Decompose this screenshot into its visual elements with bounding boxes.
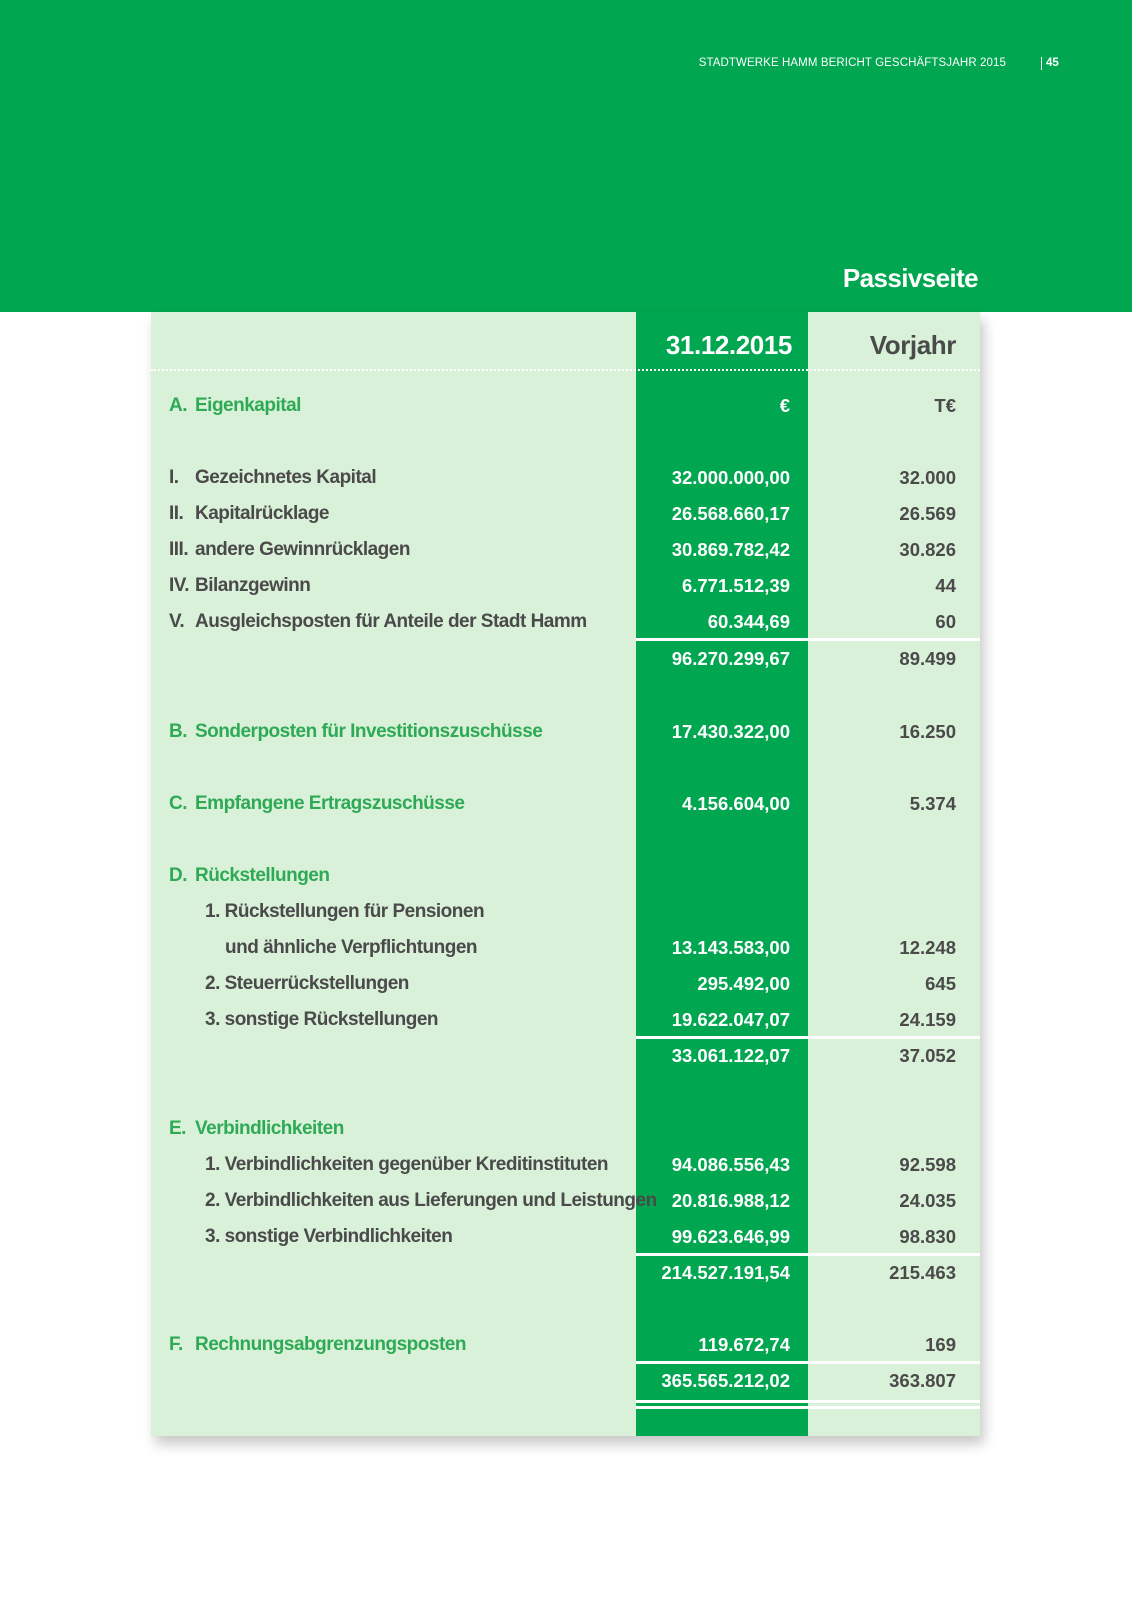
table-row xyxy=(0,901,1132,937)
item-label: V. Ausgleichsposten für Anteile der Stadt Hamm xyxy=(169,611,587,632)
value-current: 99.623.646,99 xyxy=(671,1226,790,1247)
table-row xyxy=(0,1009,1132,1045)
value-previous: 92.598 xyxy=(899,1154,956,1175)
item-label: IV. Bilanzgewinn xyxy=(169,575,311,596)
item-label: III. andere Gewinnrücklagen xyxy=(169,539,410,560)
item-label: 1. Verbindlichkeiten gegenüber Kreditinstituten xyxy=(205,1154,609,1175)
value-previous: 26.569 xyxy=(899,503,956,524)
value-previous: 5.374 xyxy=(909,793,956,814)
category-marker: A. xyxy=(169,395,187,416)
item-label-continued: und ähnliche Verpflichtungen xyxy=(225,937,478,958)
value-current: 94.086.556,43 xyxy=(671,1154,790,1175)
subtotal-current: 214.527.191,54 xyxy=(661,1262,790,1283)
table-row xyxy=(0,865,1132,901)
value-previous: 98.830 xyxy=(899,1226,956,1247)
value-current: 20.816.988,12 xyxy=(671,1190,790,1211)
header-divider xyxy=(151,369,980,371)
subtotal-row xyxy=(0,1262,1132,1298)
running-title: STADTWERKE HAMM BERICHT GESCHÄFTSJAHR 2015 xyxy=(698,57,1006,69)
unit-current: € xyxy=(779,395,790,416)
item-label: 1. Rückstellungen für Pensionen xyxy=(205,901,485,922)
subtotal-current: 33.061.122,07 xyxy=(671,1045,790,1066)
value-current: 60.344,69 xyxy=(707,611,790,632)
table-row xyxy=(0,611,1132,647)
category-label: E. Verbindlichkeiten xyxy=(169,1118,344,1139)
value-current: 17.430.322,00 xyxy=(671,721,790,742)
table-row xyxy=(0,1334,1132,1370)
value-current: 4.156.604,00 xyxy=(681,793,790,814)
double-rule-top xyxy=(636,1400,808,1403)
item-label: II. Kapitalrücklage xyxy=(169,503,329,524)
table-row xyxy=(0,1154,1132,1190)
item-label: 3. sonstige Verbindlichkeiten xyxy=(205,1226,453,1247)
value-current: 32.000.000,00 xyxy=(671,467,790,488)
value-previous: 169 xyxy=(925,1334,956,1355)
subtotal-rule xyxy=(808,1253,980,1256)
item-label: 2. Verbindlichkeiten aus Lieferungen und Leistungen xyxy=(205,1190,657,1211)
subtotal-previous: 89.499 xyxy=(899,648,956,669)
subtotal-rule xyxy=(636,1253,808,1256)
double-rule-bottom xyxy=(808,1406,980,1409)
table-row xyxy=(0,467,1132,503)
subtotal-row xyxy=(0,648,1132,684)
unit-previous: T€ xyxy=(934,395,956,416)
item-label: 2. Steuerrückstellungen xyxy=(205,973,409,994)
item-label: 3. sonstige Rückstellungen xyxy=(205,1009,438,1030)
subtotal-rule xyxy=(636,1036,808,1039)
subtotal-current: 96.270.299,67 xyxy=(671,648,790,669)
category-label: D. Rückstellungen xyxy=(169,865,330,886)
double-rule-top xyxy=(808,1400,980,1403)
value-current: 6.771.512,39 xyxy=(681,575,790,596)
value-previous: 645 xyxy=(925,973,956,994)
total-rule xyxy=(808,1361,980,1364)
category-label: C. Empfangene Ertragszuschüsse xyxy=(169,793,465,814)
subtotal-rule xyxy=(808,1036,980,1039)
item-label: I. Gezeichnetes Kapital xyxy=(169,467,377,488)
double-rule-bottom xyxy=(636,1406,808,1409)
table-row xyxy=(0,937,1132,973)
category-label xyxy=(169,395,301,417)
value-current: 295.492,00 xyxy=(697,973,790,994)
category-label: F. Rechnungsabgrenzungsposten xyxy=(169,1334,466,1355)
value-previous: 60 xyxy=(935,611,956,632)
total-current: 365.565.212,02 xyxy=(661,1370,790,1391)
table-row xyxy=(0,721,1132,757)
page-number: 45 xyxy=(1041,57,1059,70)
subtotal-row xyxy=(0,1045,1132,1081)
subtotal-previous: 37.052 xyxy=(899,1045,956,1066)
category-label: B. Sonderposten für Investitionszuschüsse xyxy=(169,721,543,742)
value-current: 13.143.583,00 xyxy=(671,937,790,958)
value-current: 19.622.047,07 xyxy=(671,1009,790,1030)
value-current: 26.568.660,17 xyxy=(671,503,790,524)
table-row xyxy=(0,575,1132,611)
value-previous: 12.248 xyxy=(899,937,956,958)
value-current: 30.869.782,42 xyxy=(671,539,790,560)
subtotal-previous: 215.463 xyxy=(889,1262,956,1283)
table-row xyxy=(0,973,1132,1009)
value-previous: 32.000 xyxy=(899,467,956,488)
table-row xyxy=(0,539,1132,575)
value-previous: 30.826 xyxy=(899,539,956,560)
subtotal-rule xyxy=(636,638,808,641)
column-header-current: 31.12.2015 xyxy=(665,330,792,360)
table-row xyxy=(0,1190,1132,1226)
total-previous: 363.807 xyxy=(889,1370,956,1391)
subtotal-rule xyxy=(808,638,980,641)
value-previous: 24.159 xyxy=(899,1009,956,1030)
section-title: Passivseite xyxy=(842,263,978,293)
value-previous: 24.035 xyxy=(899,1190,956,1211)
table-row xyxy=(0,503,1132,539)
column-header-previous: Vorjahr xyxy=(869,330,956,360)
value-current: 119.672,74 xyxy=(698,1334,790,1355)
table-row xyxy=(0,793,1132,829)
table-row xyxy=(0,395,1132,431)
value-previous: 44 xyxy=(935,575,956,596)
table-row xyxy=(0,1226,1132,1262)
table-row xyxy=(0,1118,1132,1154)
total-rule xyxy=(636,1361,808,1364)
value-previous: 16.250 xyxy=(899,721,956,742)
category-text: Eigenkapital xyxy=(195,395,301,416)
